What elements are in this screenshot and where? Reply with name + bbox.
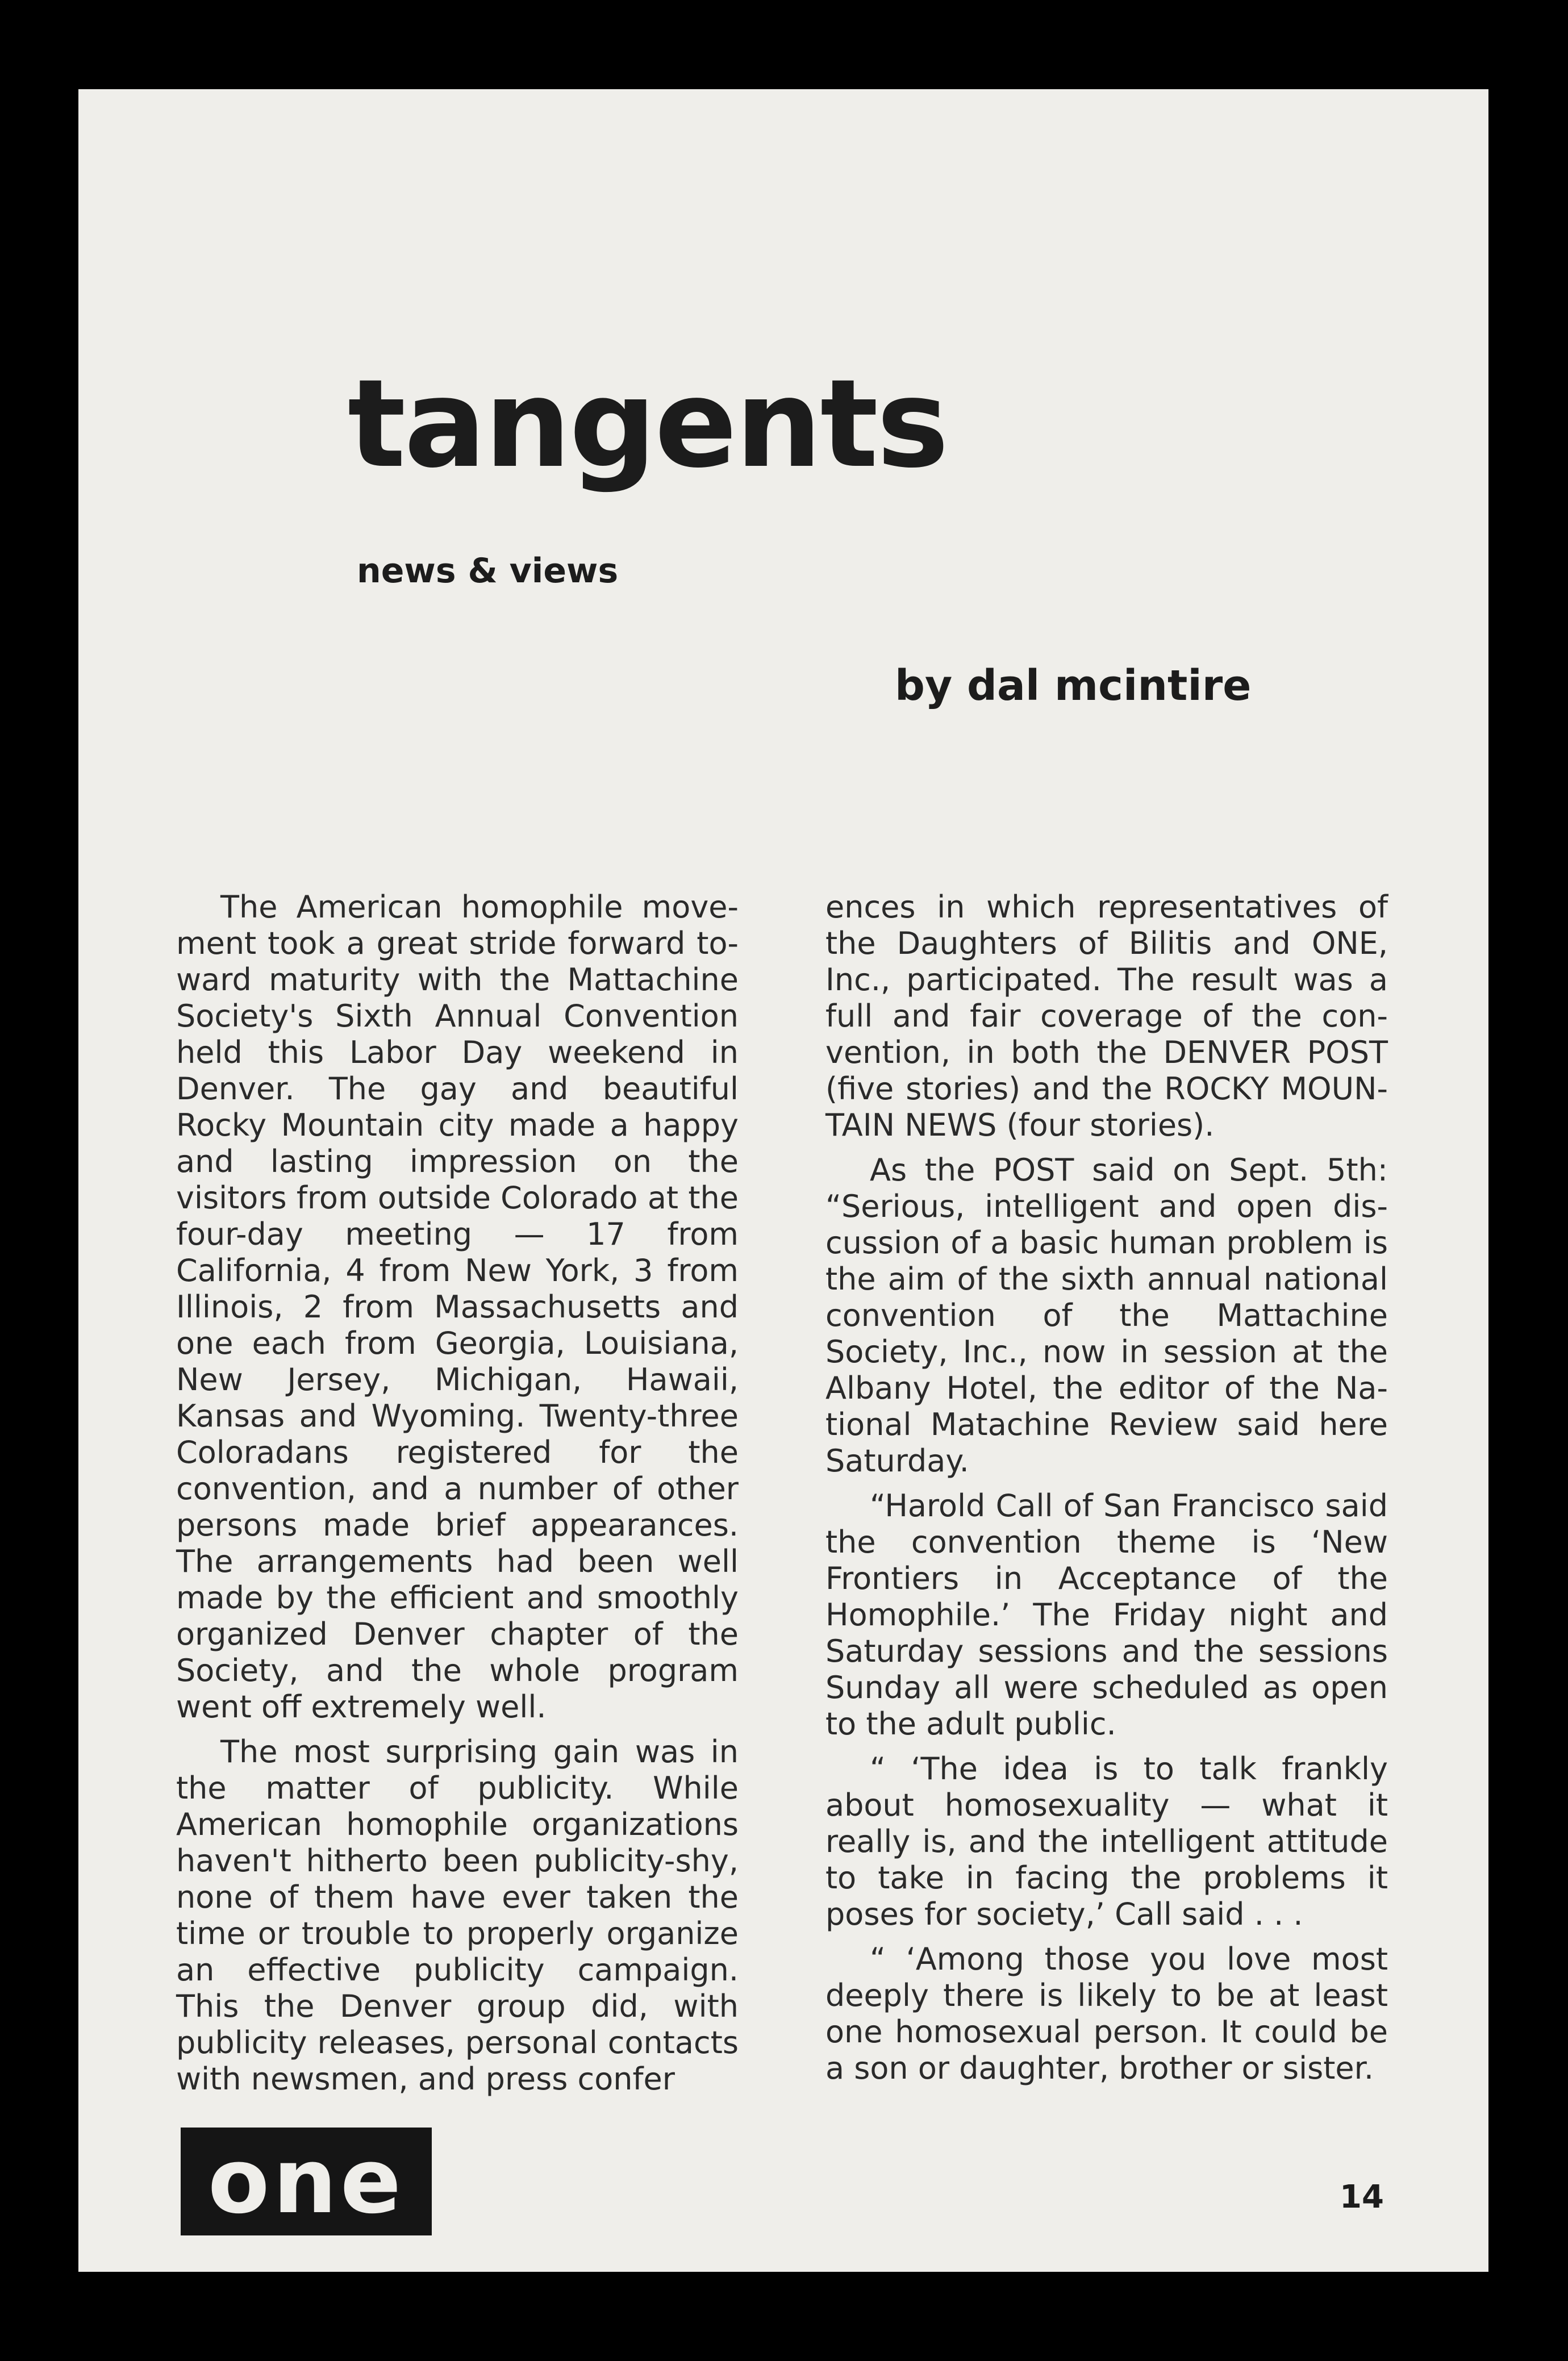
- article-paragraph: “ ‘Among those you love most deeply there is likely to be at least one homosexual person. It could be a son or daughter, brother or sister.: [825, 1941, 1388, 2086]
- page-number: 14: [1340, 2179, 1384, 2216]
- magazine-logo: one: [181, 2128, 432, 2235]
- section-subtitle: news & views: [357, 551, 619, 591]
- article-paragraph: As the POST said on Sept. 5th: “Serious, intelligent and open discussion of a basic human problem is the aim of the sixth annual national convention of the Mattachine Society, Inc., now in session at the Albany Hotel, the editor of the National Matachine Review said here Saturday.: [825, 1152, 1388, 1479]
- article-paragraph: The American homophile movement took a great stride forward toward maturity with the Mattachine Society's Sixth Annual Convention held this Labor Day weekend in Denver. The gay and beautiful Rocky Mountain city made a happy and lasting impression on the visitors from outside Colorado at the four-day meeting — 17 from California, 4 from New York, 3 from Illinois, 2 from Massachusetts and one each from Georgia, Louisiana, New Jersey, Michigan, Hawaii, Kansas and Wyoming. Twenty-three Coloradans registered for the convention, and a number of other persons made brief appearances. The arrangements had been well made by the efficient and smoothly organized Denver chapter of the Society, and the whole program went off extremely well.: [176, 889, 739, 1725]
- article-paragraph: The most surprising gain was in the matter of publicity. While American homophile organizations haven't hitherto been publicity-shy, none of them have ever taken the time or trouble to properly organize an effective publicity campaign. This the Denver group did, with publicity releases, personal contacts with newsmen, and press confer: [176, 1734, 739, 2097]
- article-column-left: [176, 889, 739, 2106]
- article-paragraph: “Harold Call of San Francisco said the convention theme is ‘New Frontiers in Acceptance of the Homophile.’ The Friday night and Saturday sessions and the sessions Sunday all were scheduled as open to the adult public.: [825, 1488, 1388, 1742]
- author-byline: by dal mcintire: [895, 661, 1252, 710]
- article-paragraph: “ ‘The idea is to talk frankly about homosexuality — what it really is, and the intelligent attitude to take in facing the problems it poses for society,’ Call said . . .: [825, 1751, 1388, 1932]
- section-title: tangents: [348, 353, 948, 495]
- article-column-right: [825, 889, 1388, 2095]
- article-paragraph-continued: ences in which representatives of the Daughters of Bilitis and ONE, Inc., participated. The result was a full and fair coverage of the convention, in both the DENVER POST (five stories) and the ROCKY MOUNTAIN NEWS (four stories).: [825, 889, 1388, 1143]
